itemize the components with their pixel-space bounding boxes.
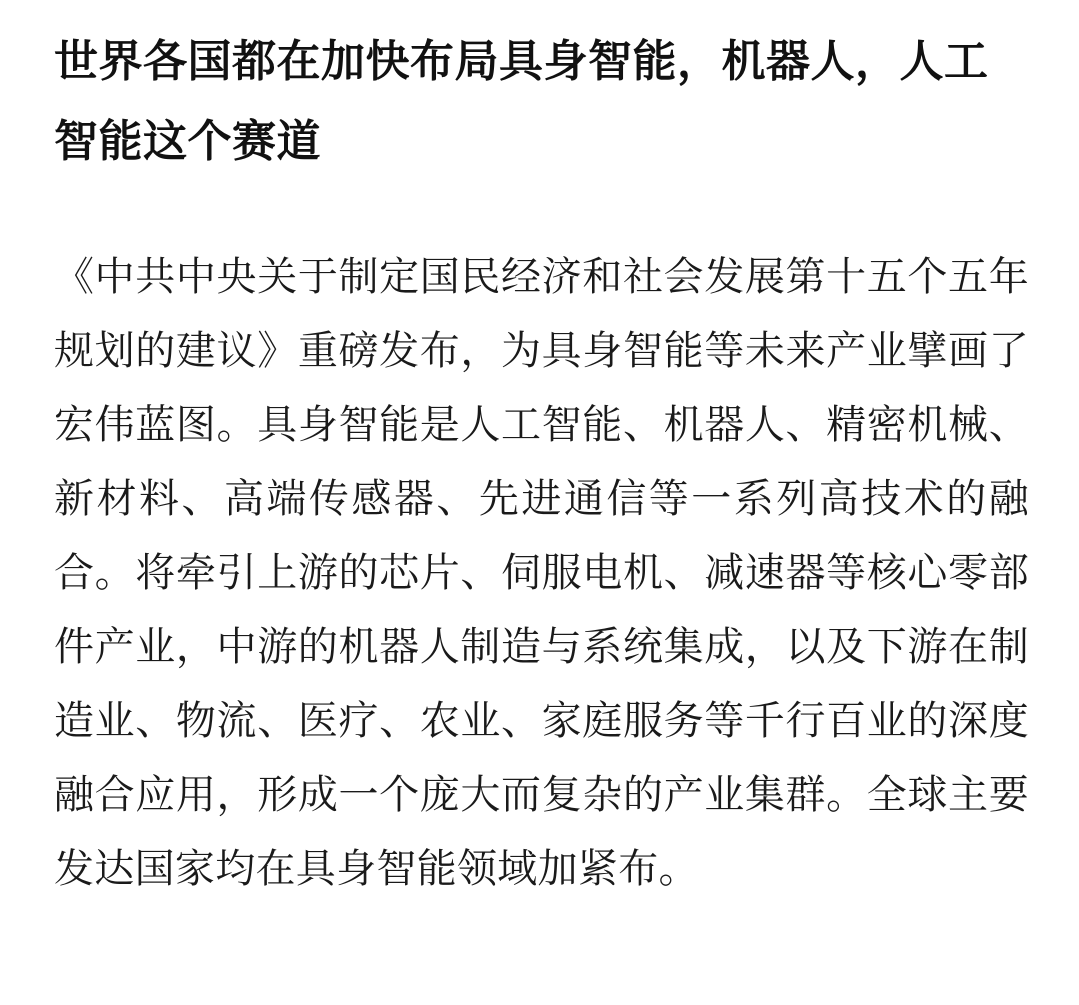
article-headline: 世界各国都在加快布局具身智能，机器人，人工智能这个赛道 <box>54 36 989 167</box>
article-body-paragraph: 《中共中央关于制定国民经济和社会发展第十五个五年规划的建议》重磅发布，为具身智能等未来产业擘画了宏伟蓝图。具身智能是人工智能、机器人、精密机械、新材料、高端传感器、先进通信等一系列高技术的融合。将牵引上游的芯片、伺服电机、减速器等核心零部件产业，中游的机器人制造与系统集成，以及下游在制造业、物流、医疗、农业、家庭服务等千行百业的深度融合应用，形成一个庞大而复杂的产业集群。全球主要发达国家均在具身智能领域加紧布。 <box>54 254 1029 892</box>
article <box>54 22 1029 906</box>
